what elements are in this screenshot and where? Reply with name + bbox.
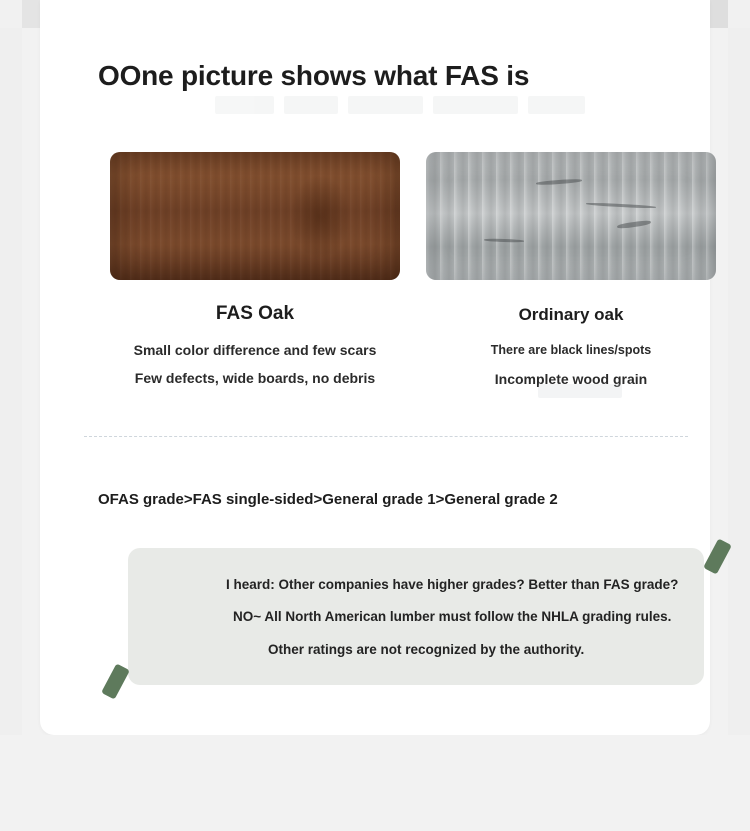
page-title: OOne picture shows what FAS is — [98, 60, 530, 91]
page-left-margin — [0, 0, 22, 831]
ordinary-oak-line-2: Incomplete wood grain — [494, 371, 648, 387]
page-right-margin — [728, 0, 750, 831]
ordinary-oak-heading: Ordinary oak — [518, 305, 624, 324]
section-divider — [84, 436, 688, 437]
fas-oak-line-1: Small color difference and few scars — [133, 342, 377, 358]
ordinary-oak-board-image — [426, 152, 716, 280]
background-ghost-text — [215, 96, 585, 118]
background-ghost-bar — [538, 384, 622, 398]
fas-oak-line-2: Few defects, wide boards, no debris — [134, 370, 376, 386]
quote-line-1: I heard: Other companies have higher grades? Better than FAS grade? — [226, 577, 679, 592]
quote-line-3: Other ratings are not recognized by the authority. — [268, 642, 585, 657]
quote-mark-icon-bottom — [101, 663, 130, 699]
wood-texture-dark — [110, 152, 400, 280]
wood-knot — [290, 175, 350, 259]
quote-callout — [128, 548, 704, 685]
content-card — [40, 0, 710, 735]
quote-line-2: NO~ All North American lumber must follow the NHLA grading rules. — [233, 609, 672, 624]
fas-oak-board-image — [110, 152, 400, 280]
top-strip-segment-left — [22, 0, 42, 28]
fas-oak-heading: FAS Oak — [215, 303, 295, 324]
wood-texture-gray — [426, 152, 716, 280]
page-bottom-margin — [0, 735, 750, 831]
grade-ranking-text: OFAS grade>FAS single-sided>General grade 1>General grade 2 — [98, 491, 558, 508]
ordinary-oak-line-1: There are black lines/spots — [490, 343, 652, 357]
